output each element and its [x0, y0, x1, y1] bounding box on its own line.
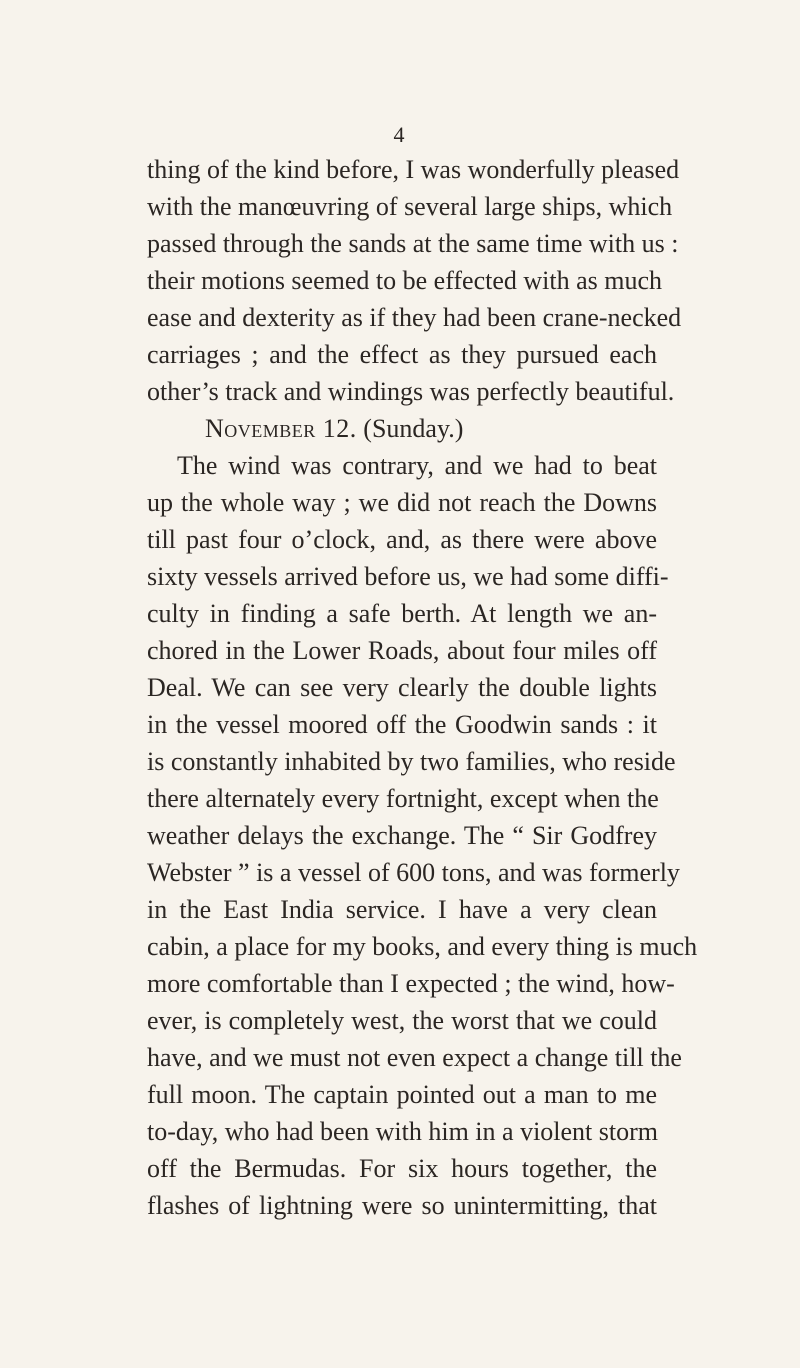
text-line: sixty vessels arrived before us, we had some diffi-	[147, 562, 669, 591]
text-line: ever, is completely west, the worst that we could	[147, 1006, 657, 1035]
text-line: weather delays the exchange. The “ Sir Godfrey	[147, 821, 657, 850]
text-line: till past four o’clock, and, as there were above	[147, 525, 657, 554]
text-line: thing of the kind before, I was wonderfully pleased	[147, 155, 680, 184]
text-line: with the manœuvring of several large ships, which	[147, 192, 673, 221]
text-line: ease and dexterity as if they had been crane-necked	[147, 303, 682, 332]
page-body	[147, 151, 698, 1224]
text-line: cabin, a place for my books, and every thing is much	[147, 932, 698, 961]
text-line: Deal. We can see very clearly the double lights	[147, 673, 657, 702]
page-number: 4	[393, 122, 405, 147]
paragraph-1	[147, 151, 682, 410]
text-line: flashes of lightning were so unintermitting, that	[147, 1191, 657, 1220]
text-line: have, and we must not even expect a change till the	[147, 1043, 682, 1072]
text-line: passed through the sands at the same time with us :	[147, 229, 679, 258]
text-line: is constantly inhabited by two families, who reside	[147, 747, 676, 776]
text-line: off the Bermudas. For six hours together, the	[147, 1154, 657, 1183]
text-line: more comfortable than I expected ; the wind, how-	[147, 969, 675, 998]
text-line: carriages ; and the effect as they pursued each	[147, 340, 657, 369]
text-line: chored in the Lower Roads, about four miles off	[147, 636, 657, 665]
text-line: in the vessel moored off the Goodwin sands : it	[147, 710, 657, 739]
entry-heading	[147, 410, 657, 447]
text-line: up the whole way ; we did not reach the Downs	[147, 488, 657, 517]
text-line: Webster ” is a vessel of 600 tons, and was formerly	[147, 858, 680, 887]
entry-day: (Sunday.)	[363, 414, 464, 443]
text-line: full moon. The captain pointed out a man to me	[147, 1080, 657, 1109]
text-line: other’s track and windings was perfectly beautiful.	[147, 377, 675, 406]
text-line: their motions seemed to be effected with as much	[147, 266, 663, 295]
entry-date: November 12.	[205, 414, 357, 443]
text-line: culty in finding a safe berth. At length we an-	[147, 599, 657, 628]
text-line: to-day, who had been with him in a violent storm	[147, 1117, 658, 1146]
text-line: there alternately every fortnight, except when the	[147, 784, 659, 813]
text-line: The wind was contrary, and we had to beat	[177, 451, 657, 480]
paragraph-2	[147, 447, 698, 1224]
text-line: in the East India service. I have a very clean	[147, 895, 657, 924]
